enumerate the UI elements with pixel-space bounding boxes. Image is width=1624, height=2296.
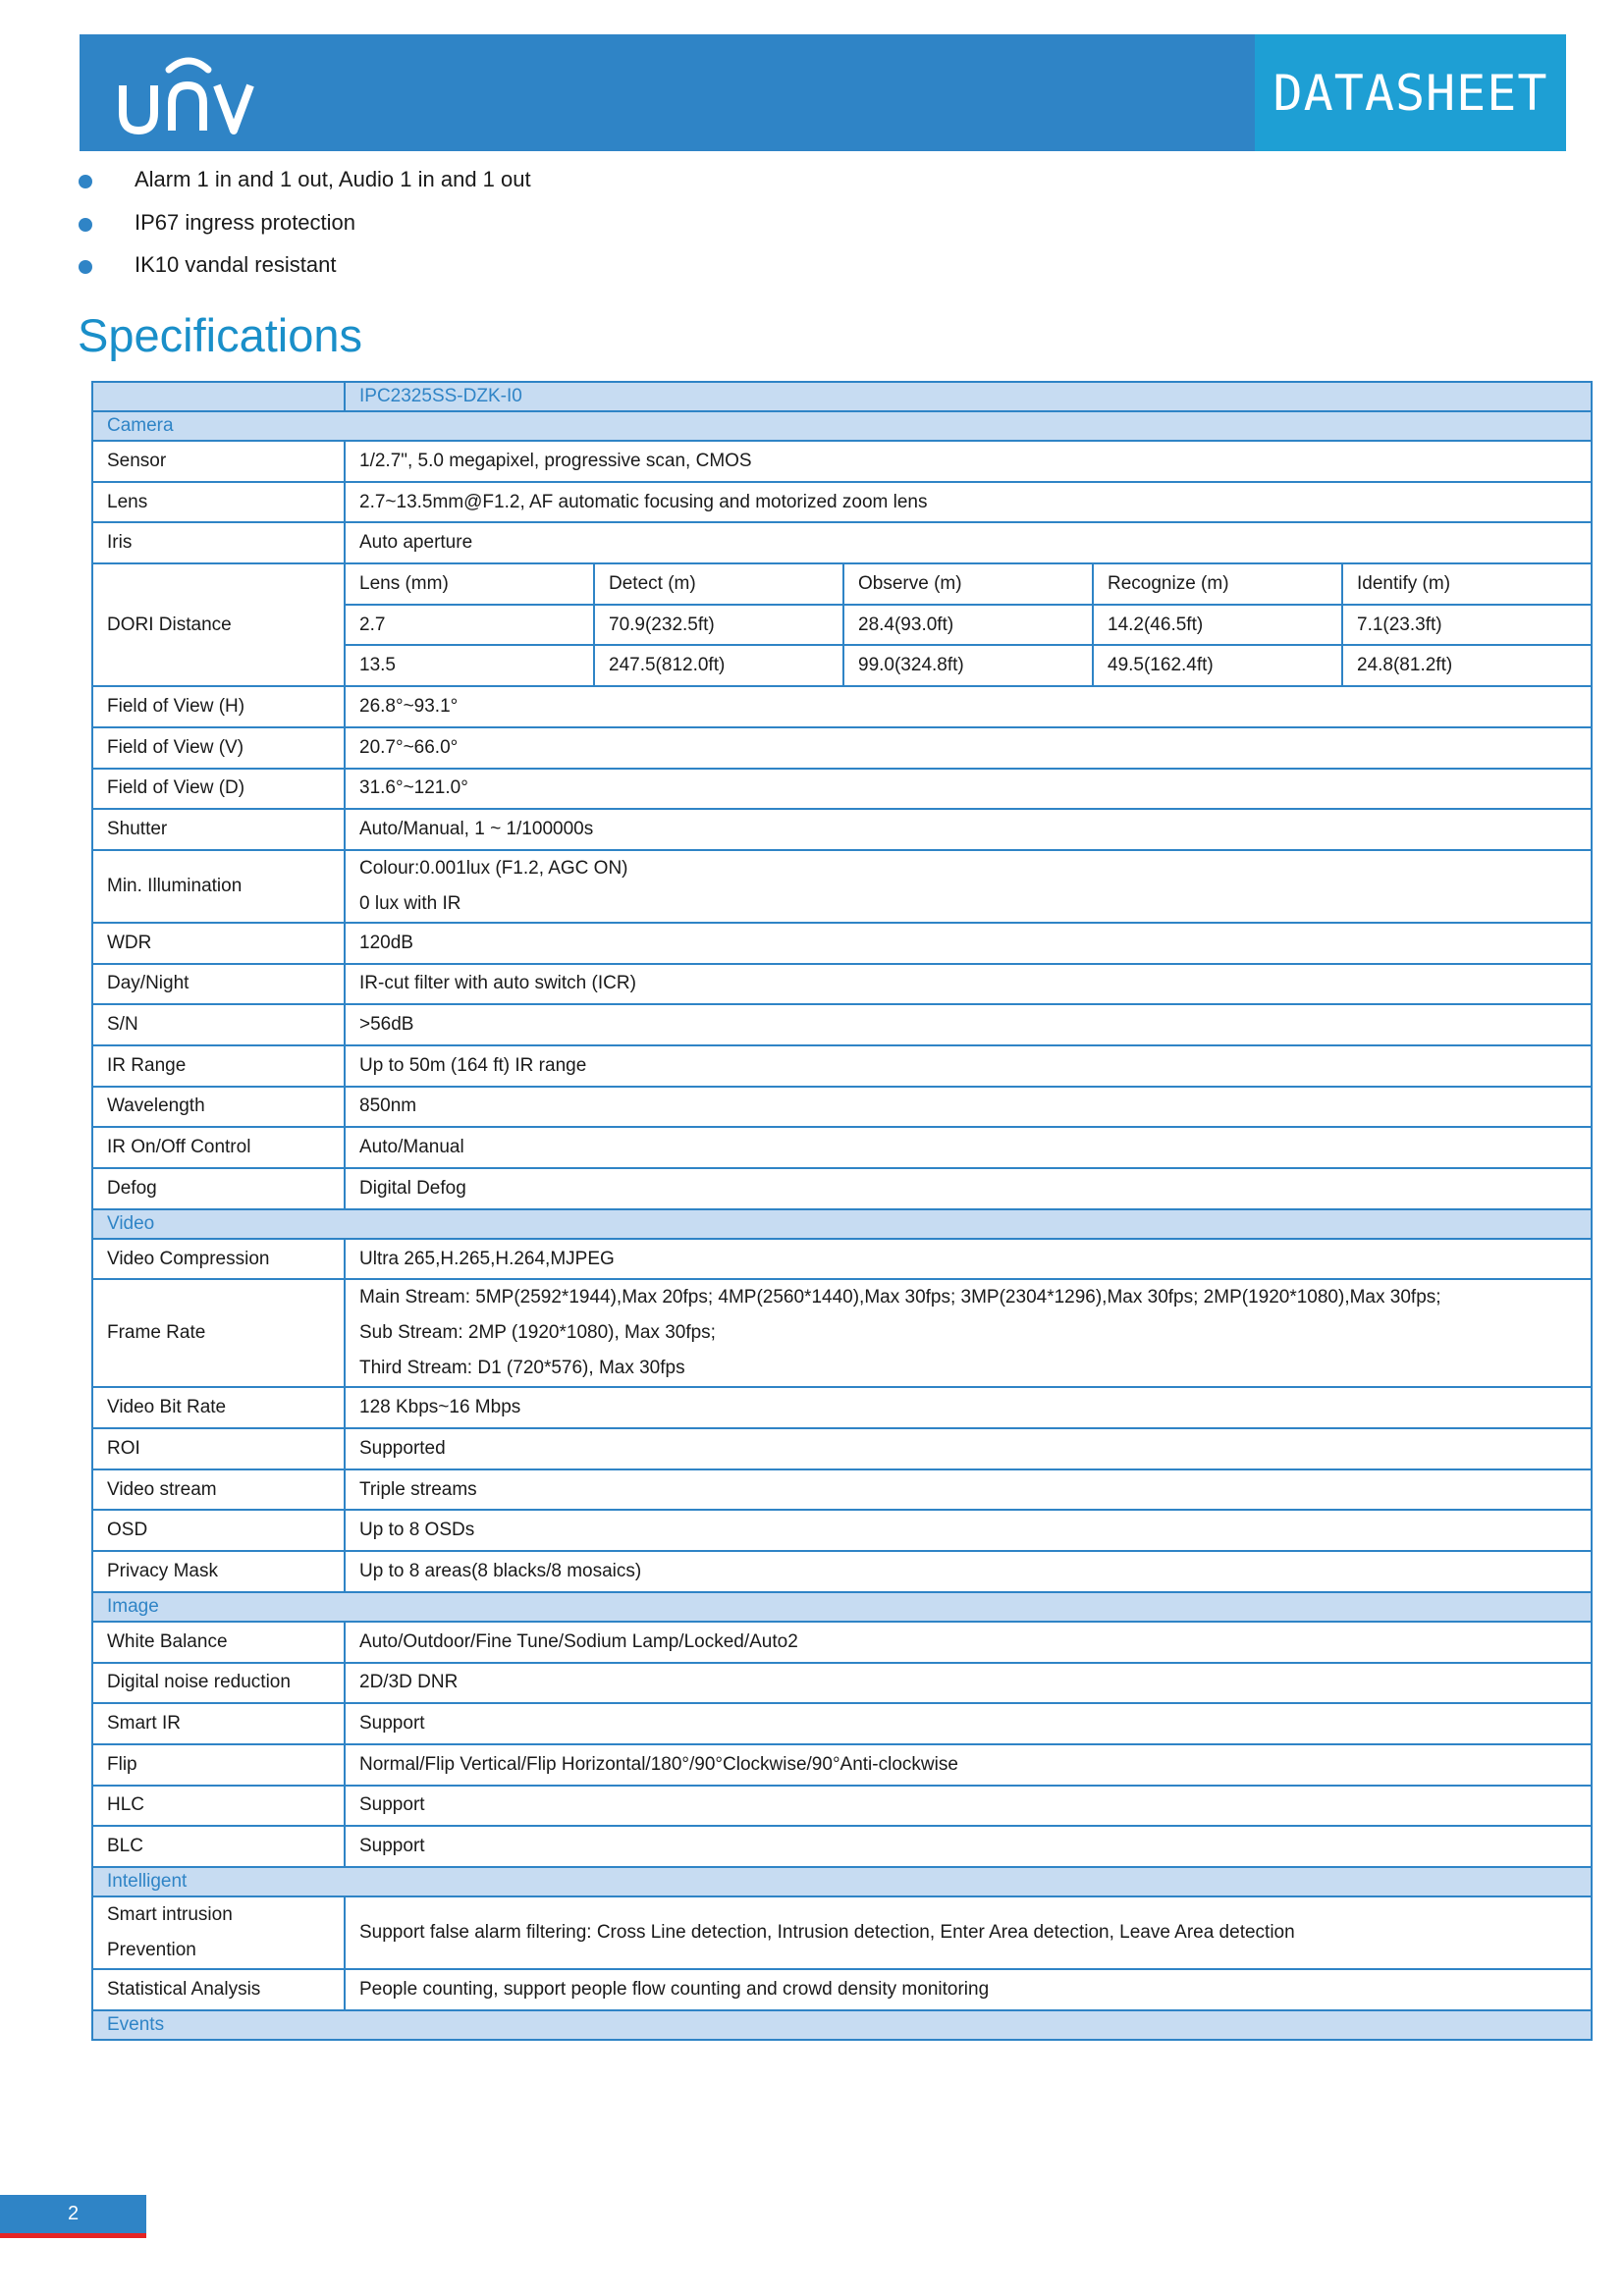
band-events: Events: [92, 2010, 1592, 2040]
table-row: Video Compression Ultra 265,H.265,H.264,MJPEG: [92, 1239, 1592, 1280]
table-row: Sensor 1/2.7", 5.0 megapixel, progressive scan, CMOS: [92, 441, 1592, 482]
table-row: Frame Rate Main Stream: 5MP(2592*1944),Max 20fps; 4MP(2560*1440),Max 30fps; 3MP(2304*1296),Max 30fps; 2MP(1920*1080),Max 30fps; Sub Stream: 2MP (1920*1080), Max 30fps; Third Stream: D1 (720*576), Max 30fps: [92, 1279, 1592, 1387]
table-row: Smart IR Support: [92, 1703, 1592, 1744]
table-row: Field of View (D) 31.6°~121.0°: [92, 769, 1592, 810]
band-camera: Camera: [92, 411, 1592, 441]
unv-logo: [115, 52, 262, 140]
table-row: Min. Illumination Colour:0.001lux (F1.2, AGC ON) 0 lux with IR: [92, 850, 1592, 923]
table-row: Lens 2.7~13.5mm@F1.2, AF automatic focusing and motorized zoom lens: [92, 482, 1592, 523]
table-row: Video Bit Rate 128 Kbps~16 Mbps: [92, 1387, 1592, 1428]
table-row: Privacy Mask Up to 8 areas(8 blacks/8 mosaics): [92, 1551, 1592, 1592]
band-video: Video: [92, 1209, 1592, 1239]
table-row: Statistical Analysis People counting, support people flow counting and crowd density monitoring: [92, 1969, 1592, 2010]
band-image: Image: [92, 1592, 1592, 1622]
dori-header-row: DORI Distance Lens (mm) Detect (m) Observe (m) Recognize (m) Identify (m): [92, 563, 1592, 605]
table-row: Shutter Auto/Manual, 1 ~ 1/100000s: [92, 809, 1592, 850]
table-row: Defog Digital Defog: [92, 1168, 1592, 1209]
table-row: Smart intrusion Prevention Support false alarm filtering: Cross Line detection, Intrusion detection, Enter Area detection, Leave Area detection: [92, 1896, 1592, 1969]
datasheet-label: DATASHEET: [1255, 34, 1566, 151]
spec-table: [91, 381, 1593, 2041]
list-item: Alarm 1 in and 1 out, Audio 1 in and 1 out: [77, 162, 531, 205]
dori-row: 2.7 70.9(232.5ft) 28.4(93.0ft) 14.2(46.5ft) 7.1(23.3ft): [92, 605, 1592, 646]
page-header: [80, 34, 1566, 151]
feature-list: [77, 162, 531, 291]
model-name: IPC2325SS-DZK-I0: [345, 382, 1592, 411]
table-row: S/N >56dB: [92, 1004, 1592, 1045]
section-title: Specifications: [78, 309, 362, 361]
table-row: Wavelength 850nm: [92, 1087, 1592, 1128]
table-row: Digital noise reduction 2D/3D DNR: [92, 1663, 1592, 1704]
table-row: OSD Up to 8 OSDs: [92, 1510, 1592, 1551]
band-intelligent: Intelligent: [92, 1867, 1592, 1896]
table-row: Field of View (H) 26.8°~93.1°: [92, 686, 1592, 727]
table-row: BLC Support: [92, 1826, 1592, 1867]
bullet-icon: [79, 218, 92, 232]
table-row: HLC Support: [92, 1786, 1592, 1827]
table-row: ROI Supported: [92, 1428, 1592, 1469]
table-row: Flip Normal/Flip Vertical/Flip Horizontal/180°/90°Clockwise/90°Anti-clockwise: [92, 1744, 1592, 1786]
list-item: IK10 vandal resistant: [77, 247, 531, 291]
table-row: Field of View (V) 20.7°~66.0°: [92, 727, 1592, 769]
table-row: Video stream Triple streams: [92, 1469, 1592, 1511]
page-number-accent: [0, 2233, 146, 2238]
model-row: [92, 382, 1592, 411]
bullet-icon: [79, 175, 92, 188]
table-row: Iris Auto aperture: [92, 522, 1592, 563]
table-row: IR On/Off Control Auto/Manual: [92, 1127, 1592, 1168]
table-row: White Balance Auto/Outdoor/Fine Tune/Sodium Lamp/Locked/Auto2: [92, 1622, 1592, 1663]
dori-row: 13.5 247.5(812.0ft) 99.0(324.8ft) 49.5(162.4ft) 24.8(81.2ft): [92, 645, 1592, 686]
table-row: Day/Night IR-cut filter with auto switch (ICR): [92, 964, 1592, 1005]
bullet-icon: [79, 260, 92, 274]
list-item: IP67 ingress protection: [77, 205, 531, 248]
table-row: IR Range Up to 50m (164 ft) IR range: [92, 1045, 1592, 1087]
dori-label: DORI Distance: [92, 563, 345, 686]
table-row: WDR 120dB: [92, 923, 1592, 964]
page-number: 2: [0, 2195, 146, 2233]
